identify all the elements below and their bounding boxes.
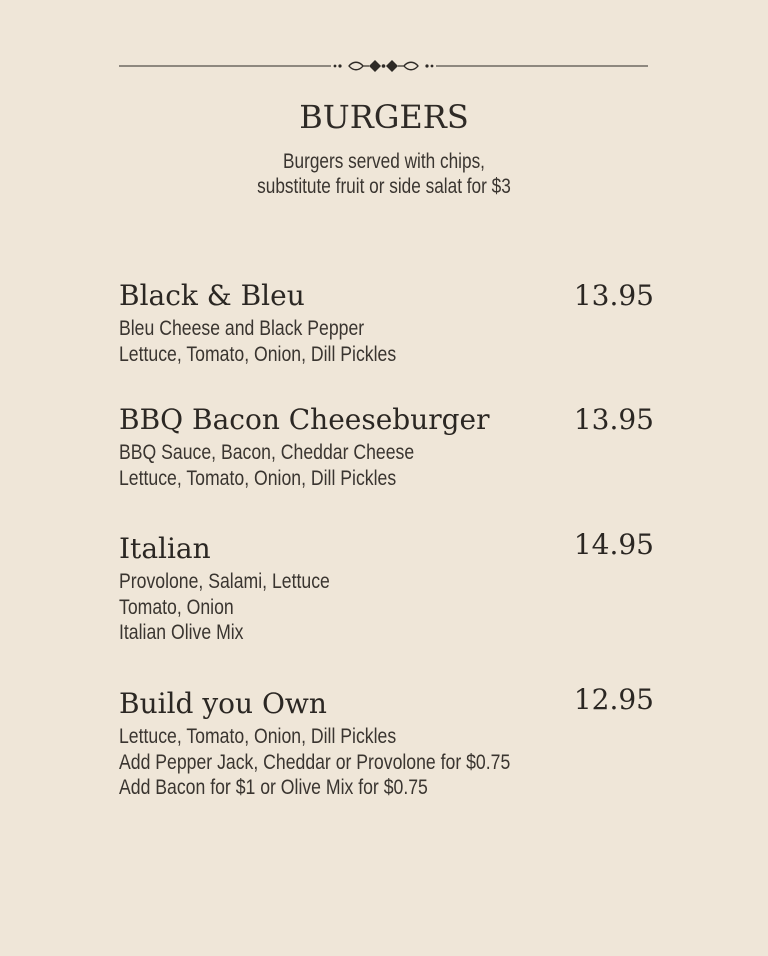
section-subtitle xyxy=(69,149,699,199)
section-title: BURGERS xyxy=(299,98,469,136)
menu-item-italian xyxy=(119,528,654,646)
menu-item-black-bleu xyxy=(119,279,654,367)
menu-item-bbq-bacon-cheeseburger xyxy=(119,403,654,491)
item-description xyxy=(119,724,568,801)
description-line: Add Pepper Jack, Cheddar or Provolone for $0.75 xyxy=(119,750,511,774)
item-name: Italian xyxy=(119,532,211,565)
item-description xyxy=(119,440,568,491)
subtitle-line: substitute fruit or side salat for $3 xyxy=(257,175,511,198)
description-line: Provolone, Salami, Lettuce xyxy=(119,570,330,593)
description-line: Lettuce, Tomato, Onion, Dill Pickles xyxy=(119,342,397,366)
description-line: BBQ Sauce, Bacon, Cheddar Cheese xyxy=(119,441,415,464)
item-price: 13.95 xyxy=(573,403,654,436)
item-name: Build you Own xyxy=(119,687,327,720)
menu-item-build-your-own xyxy=(119,683,654,801)
description-line: Add Bacon for $1 or Olive Mix for $0.75 xyxy=(119,776,428,799)
description-line: Tomato, Onion xyxy=(119,595,234,619)
item-name: BBQ Bacon Cheeseburger xyxy=(119,403,490,436)
item-price: 13.95 xyxy=(573,279,654,312)
description-line: Bleu Cheese and Black Pepper xyxy=(119,317,365,340)
item-description xyxy=(119,569,568,646)
subtitle-line: Burgers served with chips, xyxy=(283,150,485,173)
description-line: Lettuce, Tomato, Onion, Dill Pickles xyxy=(119,466,397,490)
item-name: Black & Bleu xyxy=(119,279,305,312)
ornament-divider-icon xyxy=(119,58,648,74)
description-line: Lettuce, Tomato, Onion, Dill Pickles xyxy=(119,725,397,748)
item-price: 12.95 xyxy=(573,683,654,716)
item-description xyxy=(119,316,568,367)
item-price: 14.95 xyxy=(573,528,654,561)
description-line: Italian Olive Mix xyxy=(119,621,244,644)
